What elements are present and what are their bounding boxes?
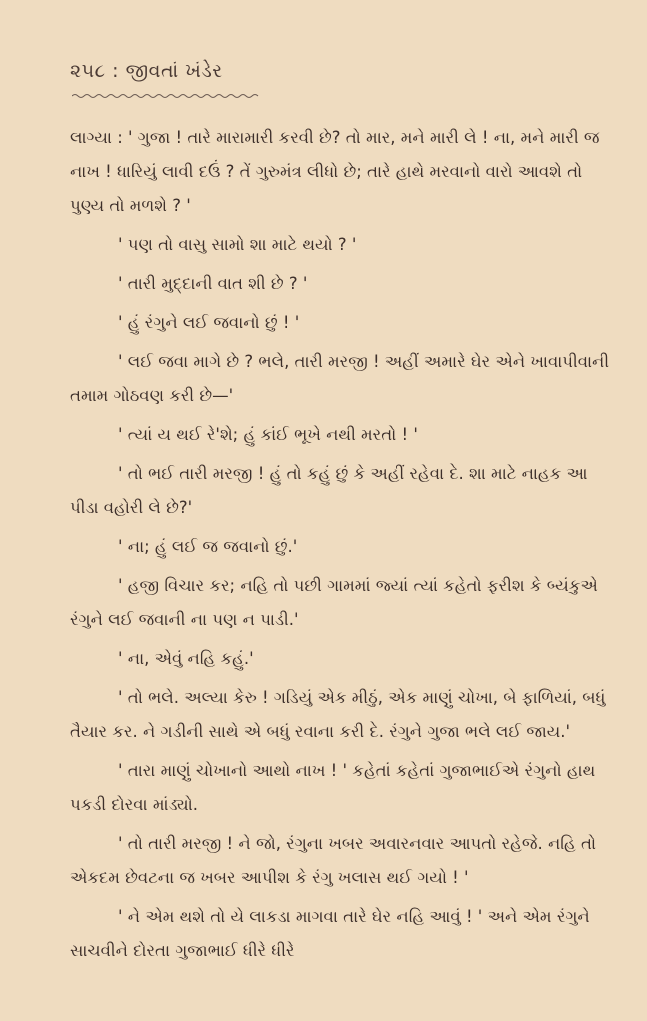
- paragraph: ' હું રંગુને લઈ જવાનો છું ! ': [118, 313, 300, 332]
- paragraph: ' તો ભલે. અલ્યા કેરુ ! ગડિયું એક મીઠું, એક માણું ચોખા, બે ફાળિયાં, બધું તૈયાર કર. ને ગડીની સાથે એ બધું રવાના કરી દે. રંગુને ગુજા ભલે લઈ જાય.': [70, 688, 606, 741]
- paragraph: ' ના, એવું નહિ કહું.': [118, 649, 254, 668]
- running-head: ૨૫૮ : જીવતાં ખંડેર: [70, 60, 223, 82]
- paragraph: ' ત્યાં ય થઈ રે'શે; હું કાંઈ ભૂખે નથી મરતો ! ': [118, 425, 418, 444]
- paragraph: ' હજી વિચાર કર; નહિ તો પછી ગામમાં જ્યાં ત્યાં કહેતો ફરીશ કે બ્યંકુએ રંગુને લઈ જવાની ના પણ ન પાડી.': [70, 576, 598, 629]
- paragraph: ' પણ તો વાસુ સામો શા માટે થયો ? ': [118, 235, 357, 254]
- decorative-wavy-rule: [72, 93, 260, 99]
- paragraph: ' તો તારી મરજી ! ને જો, રંગુના ખબર અવારનવાર આપતો રહેજે. નહિ તો એકદમ છેવટના જ ખબર આપીશ કે રંગુ ખલાસ થઈ ગયો ! ': [70, 834, 597, 887]
- page-body: [70, 121, 617, 968]
- paragraph: ' તારી મુદ્દાની વાત શી છે ? ': [118, 274, 308, 293]
- paragraph: ' લઈ જવા માગે છે ? ભલે, તારી મરજી ! અહીં અમારે ઘેર એને ખાવાપીવાની તમામ ગોઠવણ કરી છે—': [70, 352, 610, 405]
- paragraph: ' તો ભઈ તારી મરજી ! હું તો કહું છું કે અહીં રહેવા દે. શા માટે નાહક આ પીડા વહોરી લે છે?': [70, 464, 588, 517]
- paragraph: ' તારા માણું ચોખાનો આથો નાખ ! ' કહેતાં કહેતાં ગુજાભાઈએ રંગુનો હાથ પકડી દોરવા માંડ્યો.: [70, 761, 596, 814]
- paragraph: લાગ્યા : ' ગુજા ! તારે મારામારી કરવી છે? તો માર, મને મારી લે ! ના, મને મારી જ નાખ ! ધારિયું લાવી દઉં ? તેં ગુરુમંત્ર લીધો છે; તારે હાથે મરવાનો વારો આવશે તો પુણ્ય તો મળશે ? ': [70, 128, 600, 215]
- paragraph: ' ના; હું લઈ જ જવાનો છું.': [118, 537, 298, 556]
- paragraph: ' ને એમ થશે તો યે લાકડા માગવા તારે ઘેર નહિ આવું ! ' અને એમ રંગુને સાચવીને દોરતા ગુજાભાઈ ધીરે ધીરે: [70, 907, 590, 960]
